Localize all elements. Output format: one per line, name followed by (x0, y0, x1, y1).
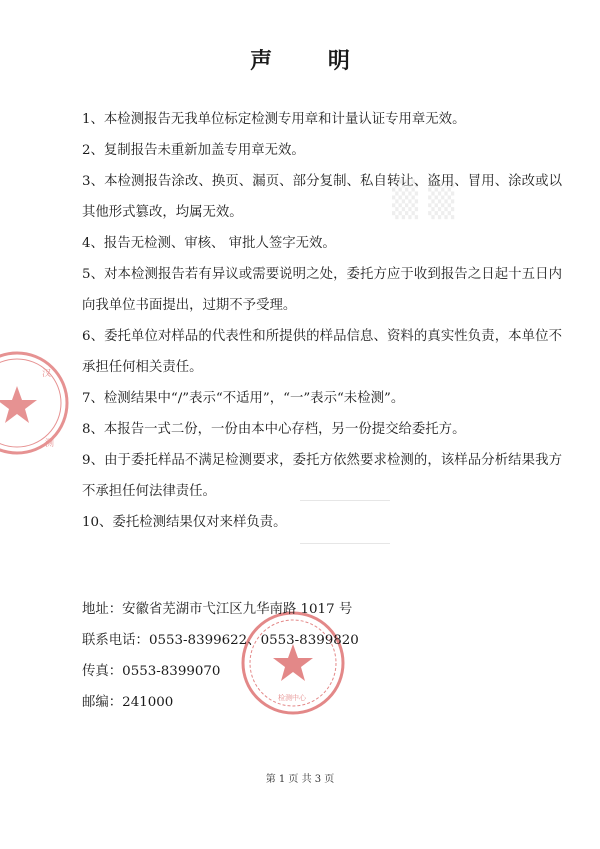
page-number: 第 1 页 共 3 页 (265, 774, 335, 785)
bleed-through-marks: ▒▒ (392, 180, 465, 220)
address-line: 地址：安徽省芜湖市弋江区九华南路 1017 号 (82, 602, 353, 617)
phone-line: 联系电话：0553-8399622、0553-8399820 (82, 633, 359, 648)
clause-item: 4、报告无检测、审核、 审批人签字无效。 (82, 236, 336, 251)
clause-item: 10、委托检测结果仅对来样负责。 (82, 515, 287, 530)
clause-item: 5、对本检测报告若有异议或需要说明之处，委托方应于收到报告之日起十五日内向我单位书面提出，过期不予受理。 (82, 267, 562, 313)
seal-stamp-left-icon (0, 348, 72, 458)
svg-text:汉: 汉 (42, 369, 52, 379)
postcode-line: 邮编：241000 (82, 695, 174, 710)
svg-text:检测中心: 检测中心 (278, 694, 306, 702)
clause-item: 2、复制报告未重新加盖专用章无效。 (82, 143, 305, 158)
contact-block (82, 594, 552, 718)
clause-item: 8、本报告一式二份，一份由本中心存档，另一份提交给委托方。 (82, 422, 466, 437)
svg-text:测: 测 (45, 439, 55, 449)
clause-item: 7、检测结果中“/”表示“不适用”，“一”表示“未检测”。 (82, 391, 405, 406)
clause-item: 3、本检测报告涂改、换页、漏页、部分复制、私自转让、盗用、冒用、涂改或以其他形式篡改，均属无效。 (82, 174, 562, 220)
page-title: 声 明 (250, 48, 374, 74)
clause-item: 9、由于委托样品不满足检测要求，委托方依然要求检测的，该样品分析结果我方不承担任何法律责任。 (82, 453, 562, 499)
fax-line: 传真：0553-8399070 (82, 664, 221, 679)
clause-item: 6、委托单位对样品的代表性和所提供的样品信息、资料的真实性负责，本单位不承担任何相关责任。 (82, 329, 562, 375)
declaration-clauses (82, 104, 562, 538)
clause-item: 1、本检测报告无我单位标定检测专用章和计量认证专用章无效。 (82, 112, 466, 127)
bleed-through-line (300, 543, 390, 544)
